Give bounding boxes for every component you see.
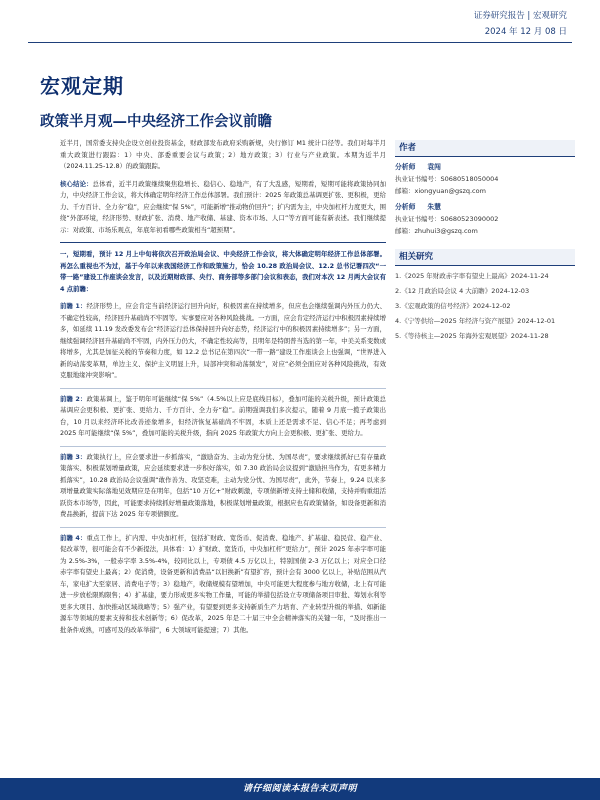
preview-4-text: 重点工作上，扩内需、中央加杠杆，包括扩财政、宽货币、促消费、稳地产、扩基建、稳民营、稳产业、促改革等，很可能会有不少新提法，具体看：1）扩财政、宽货币，中央加杠杆“更给力”，预计 2025 年赤字率可能为 2.5%-3%，一般赤字率 3.5%-4%，较同比以上，专项债 4.5 万亿以上，特别国债 2-3 万亿以上；对应全口径赤字率有望史上最高；2）促消费，设备更新和消费品“以旧换新”有望扩容，预计会有 3000 亿以上，补贴范围从汽车，家电扩大至家居、消费电子等；3）稳地产，收储规模有望增加，中央可能更大程度参与地方收储，北上有可能进一步放松限购限售；4）扩基建，要力形成更多实物工作量，可能的举措包括设立专项储备项目审批、筹划水利等更多大项目、加快推动区域战略等；5）强产业，有望要到更多支持新质生产力培育、产业转型升级的举措、如新能源车等领域的要素支持和技术创新等；6）促改革，2025 年是二十届三中全会精神落实的关键一年，“及时推出一批条件成熟，可感可及的改革举措”，6 大领域可能提速；7）其他。: [60, 533, 387, 634]
author-row: [395, 201, 575, 213]
footer-disclaimer: 请仔细阅读本报告末页声明: [0, 778, 600, 800]
related-item[interactable]: 3.《宏观政策的信号经济》2024-12-02: [395, 302, 511, 310]
preview-2-text: 政策基调上，鉴于明年可能继续“保 5%”（4.5%以上应是底线目标），叠加可能的关税升级，预计政策总基调应会更积极、更扩张、更给力、千方百计、全力夯“稳”。前期强调我们多次提示，随着 9 月底一揽子政策出台，10 月以来经济环比改善迹象增多，但经济恢复基础尚不牢固，本质上还是需求不足、信心不足；再考虑到 2025 年可能继续“保 5%”，叠加可能的关税升级，指向 2025 年政策大方向上会更积极、更扩张、更给力。: [60, 394, 387, 437]
report-category: 证券研究报告 | 宏观研究: [473, 11, 567, 21]
main-column: [60, 138, 386, 642]
header-divider: [28, 42, 572, 43]
author-block: [395, 161, 575, 197]
preview-3-label: 前瞻 3：: [60, 452, 87, 461]
divider: [60, 446, 386, 447]
related-item[interactable]: 2.《12 月政治局会议 4 大前瞻》2024-12-03: [395, 287, 530, 295]
authors-heading: 作者: [395, 140, 575, 157]
header-meta: [474, 8, 567, 40]
author-name: 袁闯: [427, 163, 441, 171]
preview-1-label: 前瞻 1：: [60, 302, 87, 310]
section-one-text: 一，短期看，预计 12 月上中旬将依次召开政治局会议、中央经济工作会议，将大体确定明年经济工作总体部署。再怎么重视也不为过，基于今年以来我国经济工作和政策施力，恰会 10.28 政治局会议、12.2 总书记署四次“一带一路”建设工作座谈会发言，以及近期财政部、央行、商务部等多部门会议和表态，我们对本次 12 月两大会议有 4 点前瞻：: [60, 250, 386, 293]
author-license: 执业证书编号：S0680523090002: [395, 215, 499, 223]
section-one: [60, 242, 386, 295]
author-role: 分析师: [395, 163, 416, 171]
core-text: 总体看，近半月政策继续聚焦稳增长、稳信心、稳地产，有了大乱感，短期看，短期可能将政策协同加力，中央经济工作会议，将大体确定明年经济工作总体部署。我们预计：2025 年政策总基调更扩张、更积极，更给力、千方百计、全力夯“稳”，应会继续“保 5%”，可能新增“推动物价回升”；扩内需为主，中央加杠杆力度更大，围绕“外部环境，经济形势、财政扩张、消费、地产收储、基建、资本市场、人口”等方面可能有新表述。我们继续提示：对政策、市场乐观点，年底年初看哪些政策相当“超预期”。: [60, 179, 387, 234]
author-email[interactable]: 邮箱：xiongyuan@gszq.com: [395, 187, 486, 195]
author-row: [395, 161, 575, 173]
sidebar: [395, 140, 575, 345]
preview-1-text: 经济形势上，应会肯定当前经济运行回升向好，积极因素在持续增多，但应也会继续强调内外压力仍大、不确定性较高，经济回升基础尚不牢固等。实事要应对各种风险挑战。一方面，应会肯定经济运行中积极因素持续增多，如延续 11.19 发改委发布会“经济运行总体保持回升向好态势，经济运行中的积极因素持续增多”；另一方面，继续强调经济回升基础尚不牢固，内外压力仍大，不确定性较高等，且明年是特朗普当选的第一年，中美关系变数或将增多，尤其是加征关税的节奏和力度，如 12.2 总书记在第四次“一带一路”建设工作座谈会上也强调，“世界进入新的动荡变革期，单边主义、保护主义明显上升，局部冲突和动荡频发”，对应“必须全面应对各种风险挑战，有效克服地缘冲突影响”。: [60, 302, 387, 379]
author-role: 分析师: [395, 203, 416, 211]
author-license: 执业证书编号：S0680518050004: [395, 175, 499, 183]
preview-3: [60, 452, 386, 521]
preview-2-label: 前瞻 2：: [60, 394, 87, 403]
related-item[interactable]: 5.《等待核主—2025 年海外宏观展望》2024-11-28: [395, 332, 549, 340]
preview-4-label: 前瞻 4：: [60, 533, 87, 542]
report-type: 宏观定期: [40, 74, 124, 98]
divider: [60, 388, 386, 389]
author-block: [395, 201, 575, 237]
preview-2: [60, 394, 386, 440]
preview-3-text: 政策执行上，应会要求进一步抓落实，“激励奋为、主动为党分忧、为国尽责”，要求继续抓好已有存量政策落实、积极谋划增量政策，应会延续要求进一步积好落实，如 7.30 政治局会议提到“激励担当作为，有更多精力抓落实”，10.28 政治局会议强调“敢作善为、攻坚克难，主动为党分忧、为国尽责”，此外，节奏上，9.24 以来多项增量政策实际落地见效期应是在明年，包括“10 万亿+”财政刺激，专项债新增支持土储和收储，支持并购重组活跃资本市场等，因此，可能要求持续抓好增量政策落地，积极谋划增量政策，根据应也有政策储备，如设备更新和消费品换新，提前下达 2025 年专项债额度。: [60, 452, 387, 518]
related-item[interactable]: 1.《2025 年财政赤字率有望史上最高》2024-11-24: [395, 272, 549, 280]
author-name: 朱慧: [427, 203, 441, 211]
intro-paragraph: 近半月，国常委支持央企设立创业投资基金，财政部发布政府采购新规，央行修订 M1 统计口径等。我们对每半月重大政策进行跟踪：1）中央、部委重要会议与政策；2）地方政策；3）行业与产业政策。本期为近半月（2024.11.25-12.8）的政策跟踪。: [60, 139, 386, 170]
related-research: [395, 249, 575, 342]
author-email[interactable]: 邮箱：zhuhui3@gszq.com: [395, 227, 478, 235]
related-item[interactable]: 4.《宁等供给—2025 年经济与资产展望》2024-12-01: [395, 317, 556, 325]
preview-4: [60, 533, 386, 637]
related-heading: 相关研究: [395, 249, 575, 266]
core-label: 核心结论：: [60, 179, 93, 188]
core-conclusion: [60, 179, 386, 237]
report-date: 2024 年 12 月 08 日: [484, 27, 567, 37]
divider: [60, 527, 386, 528]
preview-1: [60, 301, 386, 382]
report-title: 政策半月观—中央经济工作会议前瞻: [40, 114, 272, 130]
